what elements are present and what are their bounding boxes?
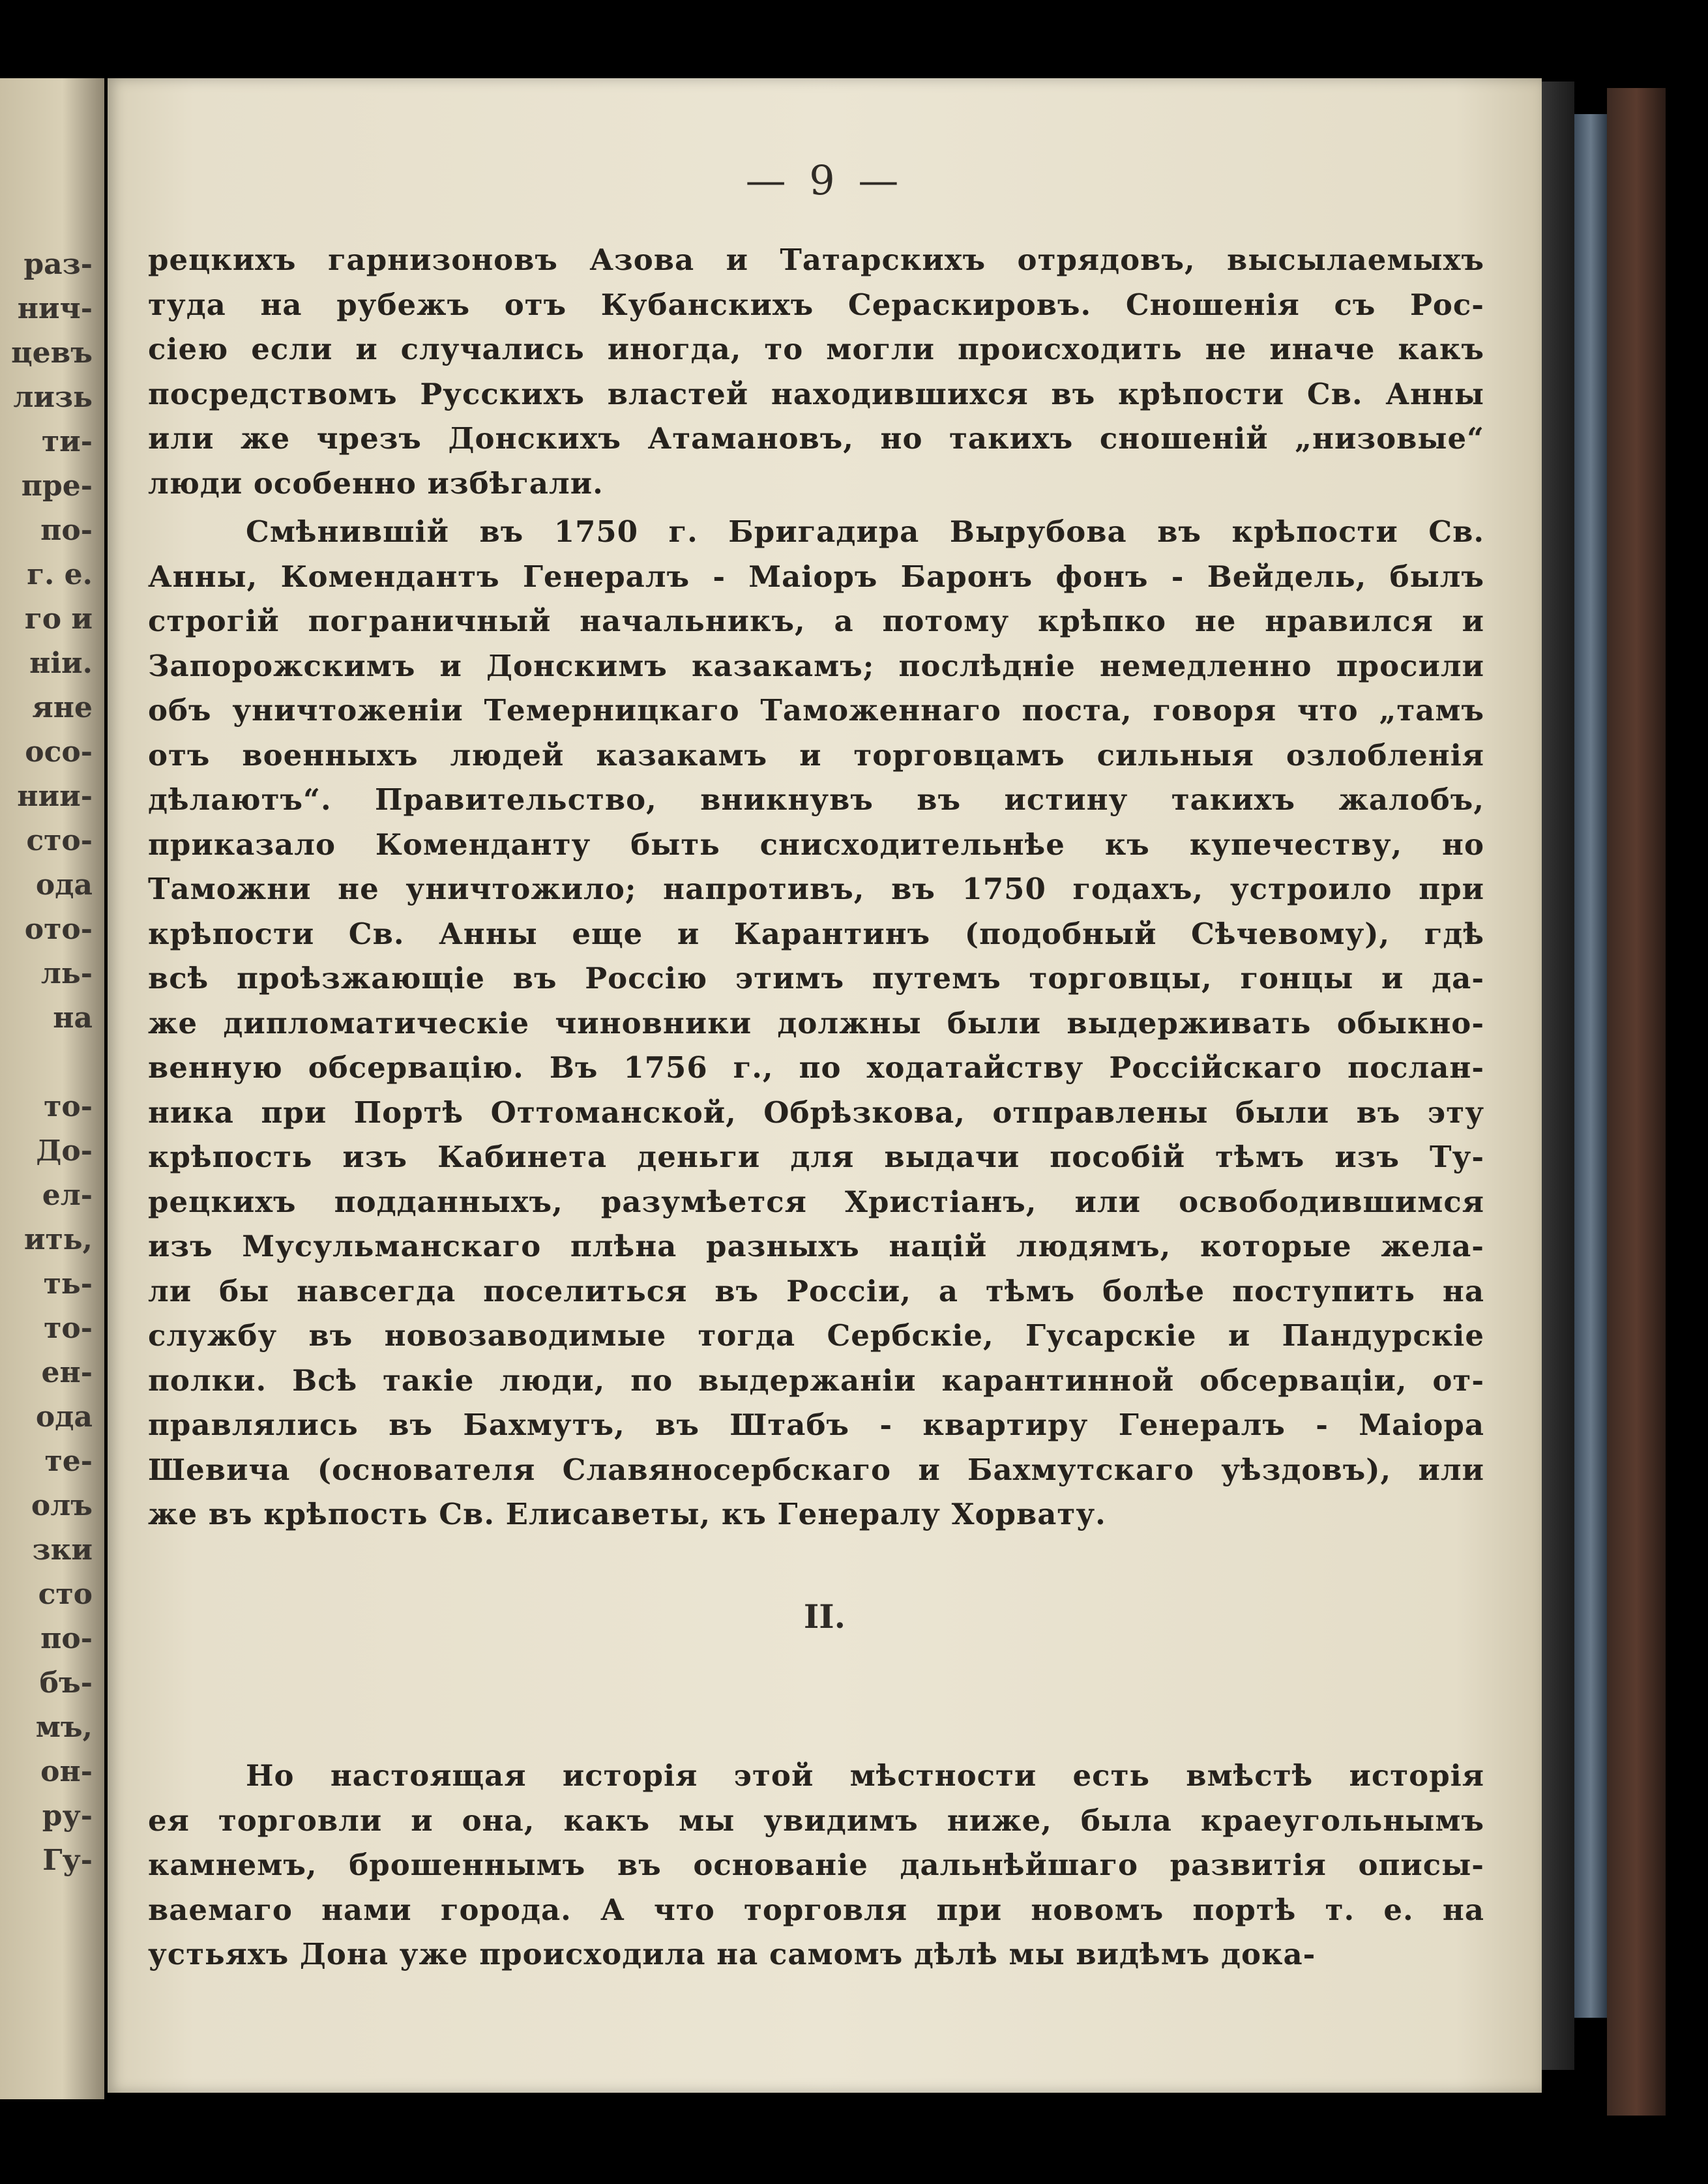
- text-line: крѣпость изъ Кабинета деньги для выдачи пособiй тѣмъ изъ Ту-: [148, 1140, 1484, 1174]
- text-line: Но настоящая исторiя этой мѣстности есть вмѣстѣ исторiя: [246, 1758, 1484, 1793]
- left-page-fragment: на: [53, 1001, 93, 1035]
- left-page-fragment: ен-: [41, 1356, 93, 1389]
- section-text-block: [148, 1754, 1484, 1977]
- left-page-edge: [0, 78, 104, 2099]
- left-page-fragment: ода: [35, 1400, 93, 1434]
- text-line: полки. Всѣ такiе люди, по выдержанiи карантинной обсервацiи, от-: [148, 1363, 1484, 1398]
- text-line: венную обсервацiю. Въ 1756 г., по ходатайству Россiйскаго послан-: [148, 1050, 1484, 1085]
- left-page-fragment: бъ-: [39, 1666, 93, 1700]
- left-page-fragment: те-: [44, 1445, 93, 1478]
- left-page-fragment: раз-: [23, 248, 93, 281]
- left-page-fragment: по-: [40, 1622, 93, 1655]
- text-line: всѣ проѣзжающiе въ Россiю этимъ путемъ торговцы, гонцы и да-: [148, 961, 1484, 996]
- left-page-fragment: ть-: [43, 1267, 93, 1301]
- left-page-fragment: то-: [44, 1312, 93, 1345]
- text-line: ли бы навсегда поселиться въ Россiи, а тѣмъ болѣе поступить на: [148, 1273, 1484, 1308]
- text-line: Анны, Комендантъ Генералъ - Маiоръ Баронъ фонъ - Вейдель, былъ: [148, 559, 1484, 594]
- text-line: рецкихъ подданныхъ, разумѣется Христiанъ, или освободившимся: [148, 1184, 1484, 1219]
- left-page-fragment: цевъ: [11, 336, 93, 370]
- left-page-fragment: пре-: [21, 469, 93, 503]
- text-line: Запорожскимъ и Донскимъ казакамъ; послѣднiе немедленно просили: [148, 648, 1484, 683]
- left-page-fragment: яне: [32, 691, 93, 724]
- left-page-fragment: он-: [40, 1755, 93, 1788]
- text-line: же въ крѣпость Св. Елисаветы, къ Генералу Хорвату.: [148, 1497, 1106, 1531]
- left-page-fragment: г. е.: [27, 558, 93, 591]
- text-line: ея торговли и она, какъ мы увидимъ ниже, была краеугольнымъ: [148, 1803, 1484, 1838]
- text-line: Смѣнившiй въ 1750 г. Бригадира Вырубова въ крѣпости Св.: [246, 514, 1484, 549]
- text-line: ваемаго нами города. А что торговля при новомъ портѣ т. е. на: [148, 1892, 1484, 1927]
- text-line: же дипломатическiе чиновники должны были выдерживать обыкно-: [148, 1005, 1484, 1040]
- text-line: сiею если и случались иногда, то могли происходить не иначе какъ: [148, 332, 1484, 366]
- left-page-fragment: по-: [40, 514, 93, 547]
- page-number: — 9 —: [745, 156, 904, 204]
- text-line: посредствомъ Русскихъ властей находившихся въ крѣпости Св. Анны: [148, 376, 1484, 411]
- left-page-fragment: лизь: [13, 381, 93, 414]
- left-page-fragment: нич-: [17, 292, 93, 325]
- text-line: службу въ новозаводимые тогда Сербскiе, Гусарскiе и Пандурскiе: [148, 1318, 1484, 1353]
- left-page-fragment: нии-: [17, 780, 93, 813]
- book-page: [108, 78, 1542, 2093]
- text-line: правлялись въ Бахмутъ, въ Штабъ - квартиру Генералъ - Маiора: [148, 1408, 1484, 1442]
- left-page-fragment: мъ,: [35, 1711, 93, 1744]
- left-page-fragment: ру-: [42, 1799, 93, 1833]
- text-line: строгiй пограничный начальникъ, а потому крѣпко не нравился и: [148, 604, 1484, 638]
- left-page-fragment: нiи.: [29, 647, 93, 680]
- section-heading: II.: [803, 1597, 846, 1636]
- left-page-fragment: Гу-: [42, 1844, 93, 1877]
- text-line: рецкихъ гарнизоновъ Азова и Татарскихъ отрядовъ, высылаемыхъ: [148, 243, 1484, 277]
- left-page-fragment: сто-: [26, 824, 93, 857]
- text-line: приказало Коменданту быть снисходительнѣе къ купечеству, но: [148, 827, 1484, 862]
- text-line: или же чрезъ Донскихъ Атамановъ, но такихъ сношенiй „низовые“: [148, 421, 1484, 456]
- text-line: дѣлаютъ“. Правительство, вникнувъ въ истину такихъ жалобъ,: [148, 782, 1484, 817]
- left-page-fragment: то-: [44, 1090, 93, 1123]
- text-line: Шевича (основателя Славяносербскаго и Бахмутскаго уѣздовъ), или: [148, 1452, 1484, 1487]
- left-page-fragment: ль-: [40, 957, 93, 990]
- text-line: крѣпости Св. Анны еще и Карантинъ (подобный Сѣчевому), гдѣ: [148, 916, 1484, 951]
- book-edge-blue: [1574, 114, 1607, 2018]
- text-line: Таможни не уничтожило; напротивъ, въ 1750 годахъ, устроило при: [148, 872, 1484, 906]
- text-line: устьяхъ Дона уже происходила на самомъ дѣлѣ мы видѣмъ дока-: [148, 1937, 1316, 1971]
- left-page-fragment: го и: [24, 602, 93, 636]
- left-page-fragment: ото-: [24, 913, 93, 946]
- left-page-fragment: До-: [36, 1134, 93, 1168]
- left-page-fragment: осо-: [25, 735, 93, 769]
- left-page-fragment: ода: [35, 868, 93, 902]
- text-line: камнемъ, брошеннымъ въ основанiе дальнѣйшаго развитiя описы-: [148, 1848, 1484, 1882]
- text-line: ника при Портѣ Оттоманской, Обрѣзкова, отправлены были въ эту: [148, 1095, 1484, 1130]
- left-page-fragment: олъ: [31, 1489, 93, 1522]
- text-line: изъ Мусульманскаго плѣна разныхъ нацiй людямъ, которые жела-: [148, 1229, 1484, 1263]
- text-line: отъ военныхъ людей казакамъ и торговцамъ сильныя озлобленiя: [148, 737, 1484, 773]
- text-line: объ уничтоженiи Темерницкаго Таможеннаго поста, говоря что „тамъ: [148, 693, 1484, 728]
- text-line: люди особенно избѣгали.: [148, 465, 604, 501]
- text-line: туда на рубежъ отъ Кубанскихъ Сераскировъ. Сношенiя съ Рос-: [148, 287, 1484, 322]
- left-page-fragment: сто: [38, 1578, 93, 1611]
- left-page-fragment: ел-: [42, 1179, 93, 1212]
- left-page-fragment: зки: [32, 1533, 93, 1567]
- left-page-fragment: ить,: [23, 1223, 93, 1256]
- main-text-block: [148, 238, 1484, 1537]
- book-cover: [1607, 88, 1666, 2116]
- left-page-fragment: ти-: [41, 425, 93, 458]
